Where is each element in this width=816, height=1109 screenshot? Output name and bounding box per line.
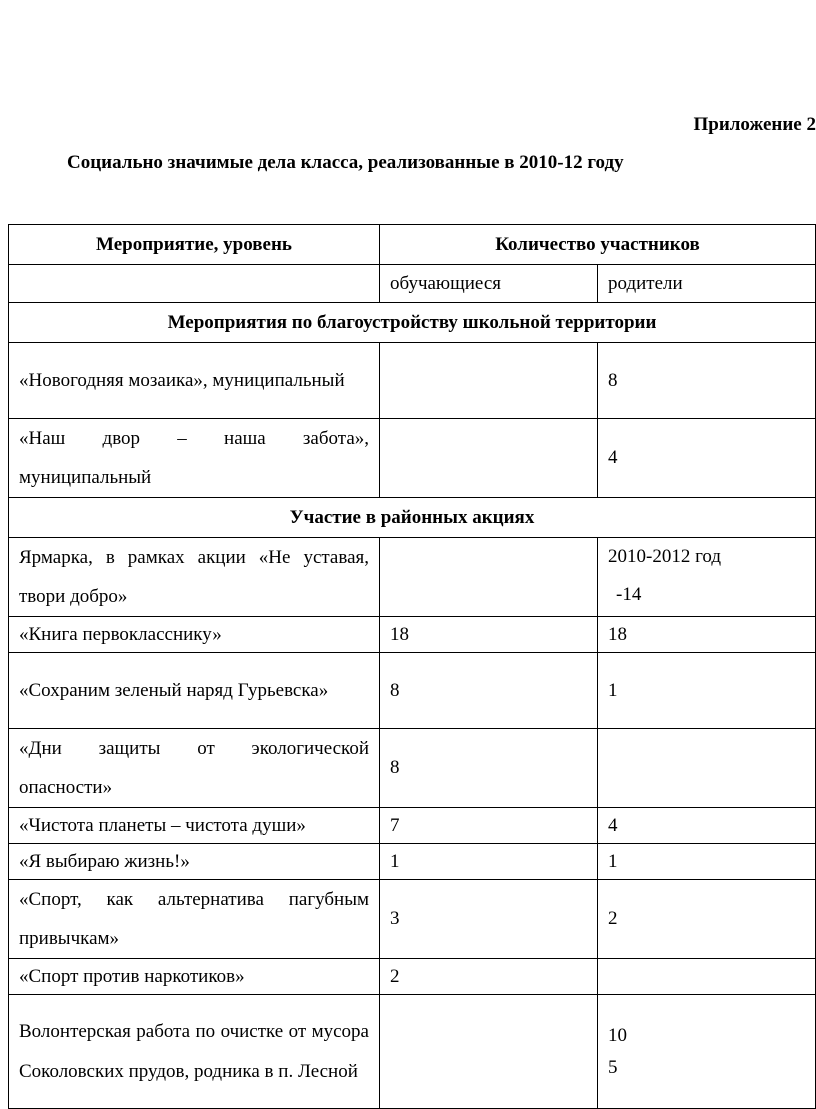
table-row xyxy=(9,419,816,498)
event-name: «Чистота планеты – чистота души» xyxy=(9,808,380,844)
students-count: 18 xyxy=(380,617,598,653)
event-name: «Дни защиты от экологической опасности» xyxy=(9,729,380,808)
parents-count: 1 xyxy=(598,844,816,880)
students-count: 8 xyxy=(380,653,598,729)
parents-count: 4 xyxy=(598,419,816,498)
table-row xyxy=(9,844,816,880)
parents-count: 2 xyxy=(598,880,816,959)
events-table xyxy=(8,224,816,1109)
parents-count xyxy=(598,729,816,808)
subheader-students: обучающиеся xyxy=(380,265,598,303)
event-name: «Спорт против наркотиков» xyxy=(9,959,380,995)
event-name: «Новогодняя мозаика», муниципальный xyxy=(9,343,380,419)
table-row xyxy=(9,617,816,653)
table-row xyxy=(9,729,816,808)
table-header-row xyxy=(9,225,816,265)
parents-count: 8 xyxy=(598,343,816,419)
parents-count xyxy=(598,959,816,995)
appendix-label: Приложение 2 xyxy=(693,114,816,135)
event-name: Волонтерская работа по очистке от мусора Соколовских прудов, родника в п. Лесной xyxy=(9,995,380,1109)
table-row xyxy=(9,880,816,959)
header-participants: Количество участников xyxy=(380,225,816,265)
table-row xyxy=(9,653,816,729)
table-row xyxy=(9,808,816,844)
event-name: «Наш двор – наша забота», муниципальный xyxy=(9,419,380,498)
students-count: 1 xyxy=(380,844,598,880)
students-count xyxy=(380,419,598,498)
parents-count: 4 xyxy=(598,808,816,844)
students-count: 2 xyxy=(380,959,598,995)
parents-count-line: 5 xyxy=(608,1056,618,1078)
table-subheader-row xyxy=(9,265,816,303)
students-count xyxy=(380,538,598,617)
parents-count: 1 xyxy=(598,653,816,729)
section-row xyxy=(9,498,816,538)
parents-count-line: -14 xyxy=(616,584,642,605)
document-title: Социально значимые дела класса, реализованные в 2010-12 году xyxy=(67,152,624,173)
section-row xyxy=(9,303,816,343)
students-count: 3 xyxy=(380,880,598,959)
table-row xyxy=(9,538,816,617)
event-name: «Я выбираю жизнь!» xyxy=(9,844,380,880)
subheader-parents: родители xyxy=(598,265,816,303)
table-row xyxy=(9,343,816,419)
event-name: «Книга первокласснику» xyxy=(9,617,380,653)
students-count xyxy=(380,343,598,419)
parents-count xyxy=(598,538,816,617)
students-count: 7 xyxy=(380,808,598,844)
section-title: Мероприятия по благоустройству школьной территории xyxy=(9,303,816,343)
parents-count-line: 2010-2012 год xyxy=(608,546,722,567)
students-count: 8 xyxy=(380,729,598,808)
event-name: «Спорт, как альтернатива пагубным привычкам» xyxy=(9,880,380,959)
table-row xyxy=(9,959,816,995)
section-title: Участие в районных акциях xyxy=(9,498,816,538)
parents-count-line: 10 xyxy=(608,1024,627,1046)
parents-count: 18 xyxy=(598,617,816,653)
parents-count xyxy=(598,995,816,1109)
subheader-empty xyxy=(9,265,380,303)
students-count xyxy=(380,995,598,1109)
table-row xyxy=(9,995,816,1109)
event-name: «Сохраним зеленый наряд Гурьевска» xyxy=(9,653,380,729)
header-event: Мероприятие, уровень xyxy=(9,225,380,265)
event-name: Ярмарка, в рамках акции «Не уставая, твори добро» xyxy=(9,538,380,617)
